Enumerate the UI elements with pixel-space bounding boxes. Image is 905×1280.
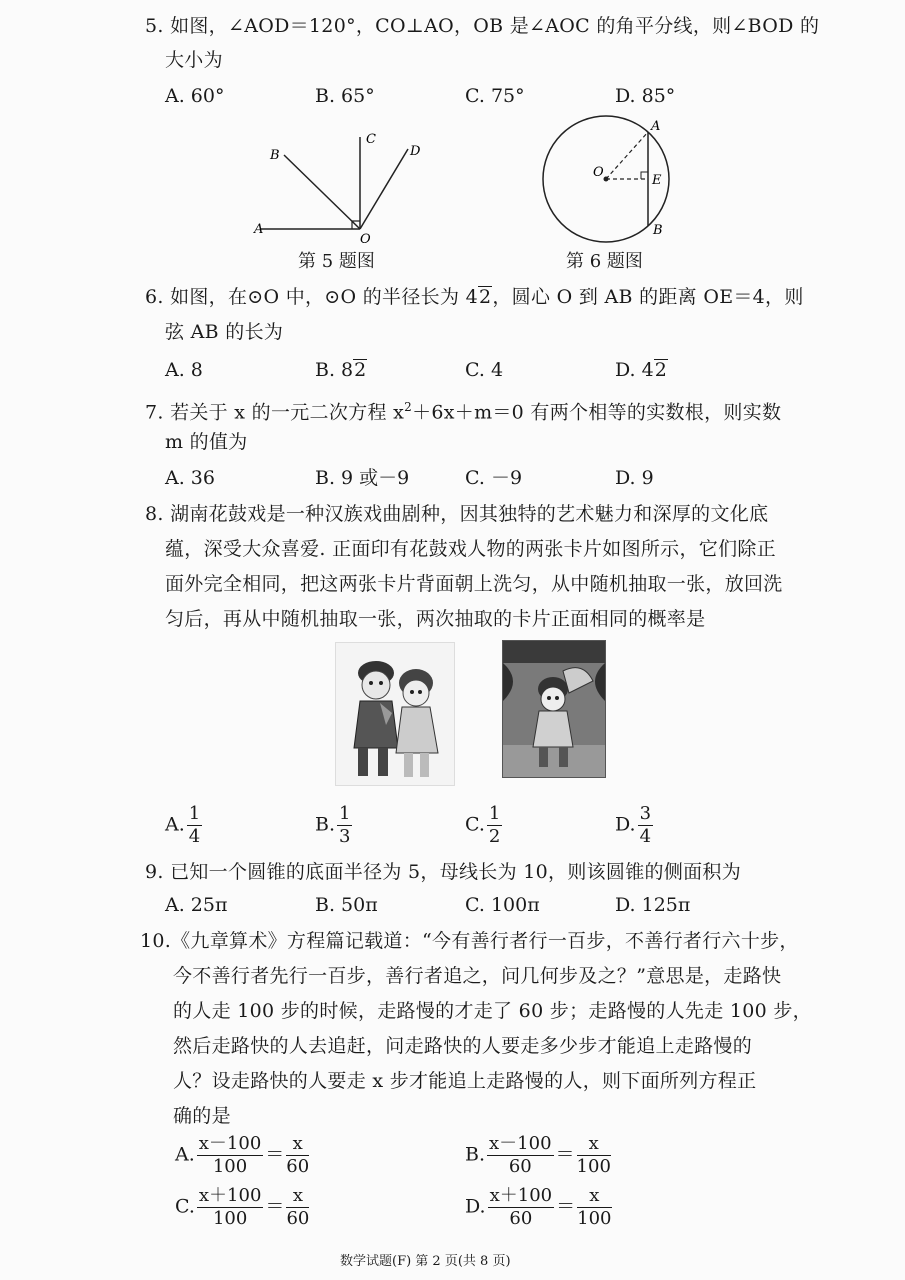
q6-option-b: B. 82 <box>315 359 367 381</box>
sqrt-two: 2 <box>478 286 492 308</box>
q7-option-b: B. 9 或－9 <box>315 467 410 489</box>
q7-option-c: C. －9 <box>465 467 523 489</box>
q9-stem: 9. 已知一个圆锥的底面半径为 5，母线长为 10，则该圆锥的侧面积为 <box>145 861 742 883</box>
fraction: $\frac{1}{4}$ <box>188 803 201 847</box>
q6-option-a: A. 8 <box>165 359 203 381</box>
q10-option-b: B. $\frac{x-100}{60}$ ＝ $\frac{x}{100}$ <box>465 1133 611 1177</box>
q8-option-d: D. $\frac{3}{4}$ <box>615 803 652 847</box>
q7-option-a: A. 36 <box>165 467 215 489</box>
q5-option-a: A. 60° <box>165 85 225 107</box>
q8-stem-line3: 面外完全相同，把这两张卡片背面朝上洗匀，从中随机抽取一张，放回洗 <box>165 573 783 595</box>
q10-stem-line4: 然后走路快的人去追赶，问走路快的人要走多少步才能追上走路慢的 <box>173 1035 753 1057</box>
q6-stem-line1: 6. 如图，在⊙O 中，⊙O 的半径长为 42，圆心 O 到 AB 的距离 OE＝4，则 <box>145 286 804 308</box>
q10-stem-line1: 10.《九章算术》方程篇记载道：“今有善行者行一百步，不善行者行六十步， <box>140 930 799 952</box>
page-footer: 数学试题(F) 第 2 页(共 8 页) <box>340 1254 511 1269</box>
q6-stem-line2: 弦 AB 的长为 <box>165 321 284 343</box>
label-a: A <box>254 222 264 237</box>
opera-card-stage <box>502 640 606 778</box>
opera-performers-illustration <box>336 643 454 785</box>
figure-6-circle <box>535 112 685 247</box>
q5-stem-line2: 大小为 <box>165 49 223 71</box>
label-d: D <box>410 144 421 159</box>
q9-option-b: B. 50π <box>315 894 378 916</box>
label-b: B <box>270 148 280 163</box>
label-o: O <box>360 232 371 245</box>
label-e: E <box>652 173 662 188</box>
q7-stem-line1: 7. 若关于 x 的一元二次方程 $x^2+6x+m=0$ 有两个相等的实数根，则实数 <box>145 400 782 424</box>
q10-stem-line5: 人？设走路快的人要走 x 步才能追上走路慢的人，则下面所列方程正 <box>173 1070 757 1092</box>
q8-option-a: A. $\frac{1}{4}$ <box>165 803 201 847</box>
q5-stem-line1: 5. 如图，∠AOD＝120°，CO⊥AO，OB 是∠AOC 的角平分线，则∠BOD 的 <box>145 15 820 37</box>
q10-stem-line3: 的人走 100 步的时候，走路慢的才走了 60 步；走路慢的人先走 100 步， <box>173 1000 812 1022</box>
label-o: O <box>593 165 604 180</box>
q5-option-c: C. 75° <box>465 85 525 107</box>
q9-option-c: C. 100π <box>465 894 540 916</box>
q5-option-b: B. 65° <box>315 85 375 107</box>
opera-card-pair <box>335 642 455 786</box>
q10-option-d: D. $\frac{x+100}{60}$ ＝ $\frac{x}{100}$ <box>465 1185 612 1229</box>
q8-option-b: B. $\frac{1}{3}$ <box>315 803 351 847</box>
q7-stem-line2: m 的值为 <box>165 431 248 453</box>
figure-5-angles <box>240 125 440 245</box>
q6-option-d: D. 42 <box>615 359 667 381</box>
fraction: $\frac{3}{4}$ <box>639 803 652 847</box>
q5-option-d: D. 85° <box>615 85 676 107</box>
q10-stem-line2: 今不善行者先行一百步，善行者追之，问几何步及之？”意思是，走路快 <box>173 965 782 987</box>
fraction: $\frac{1}{3}$ <box>339 803 351 847</box>
q8-option-c: C. $\frac{1}{2}$ <box>465 803 501 847</box>
q6-option-c: C. 4 <box>465 359 504 381</box>
label-a: A <box>651 119 661 134</box>
fraction: $\frac{1}{2}$ <box>488 803 501 847</box>
q10-option-a: A. $\frac{x-100}{100}$ ＝ $\frac{x}{60}$ <box>175 1133 310 1177</box>
q8-stem-line1: 8. 湖南花鼓戏是一种汉族戏曲剧种，因其独特的艺术魅力和深厚的文化底 <box>145 503 769 525</box>
q9-option-d: D. 125π <box>615 894 691 916</box>
label-b: B <box>653 223 663 238</box>
q10-option-c: C. $\frac{x+100}{100}$ ＝ $\frac{x}{60}$ <box>175 1185 310 1229</box>
figure-6-caption: 第 6 题图 <box>566 251 643 272</box>
label-c: C <box>366 132 376 147</box>
q8-stem-line4: 匀后，再从中随机抽取一张，两次抽取的卡片正面相同的概率是 <box>165 608 706 630</box>
q8-stem-line2: 蕴，深受大众喜爱. 正面印有花鼓戏人物的两张卡片如图所示，它们除正 <box>165 538 776 560</box>
opera-stage-illustration <box>503 641 605 777</box>
q7-option-d: D. 9 <box>615 467 654 489</box>
q9-option-a: A. 25π <box>165 894 228 916</box>
figure-5-caption: 第 5 题图 <box>298 251 375 272</box>
q10-stem-line6: 确的是 <box>173 1105 231 1127</box>
